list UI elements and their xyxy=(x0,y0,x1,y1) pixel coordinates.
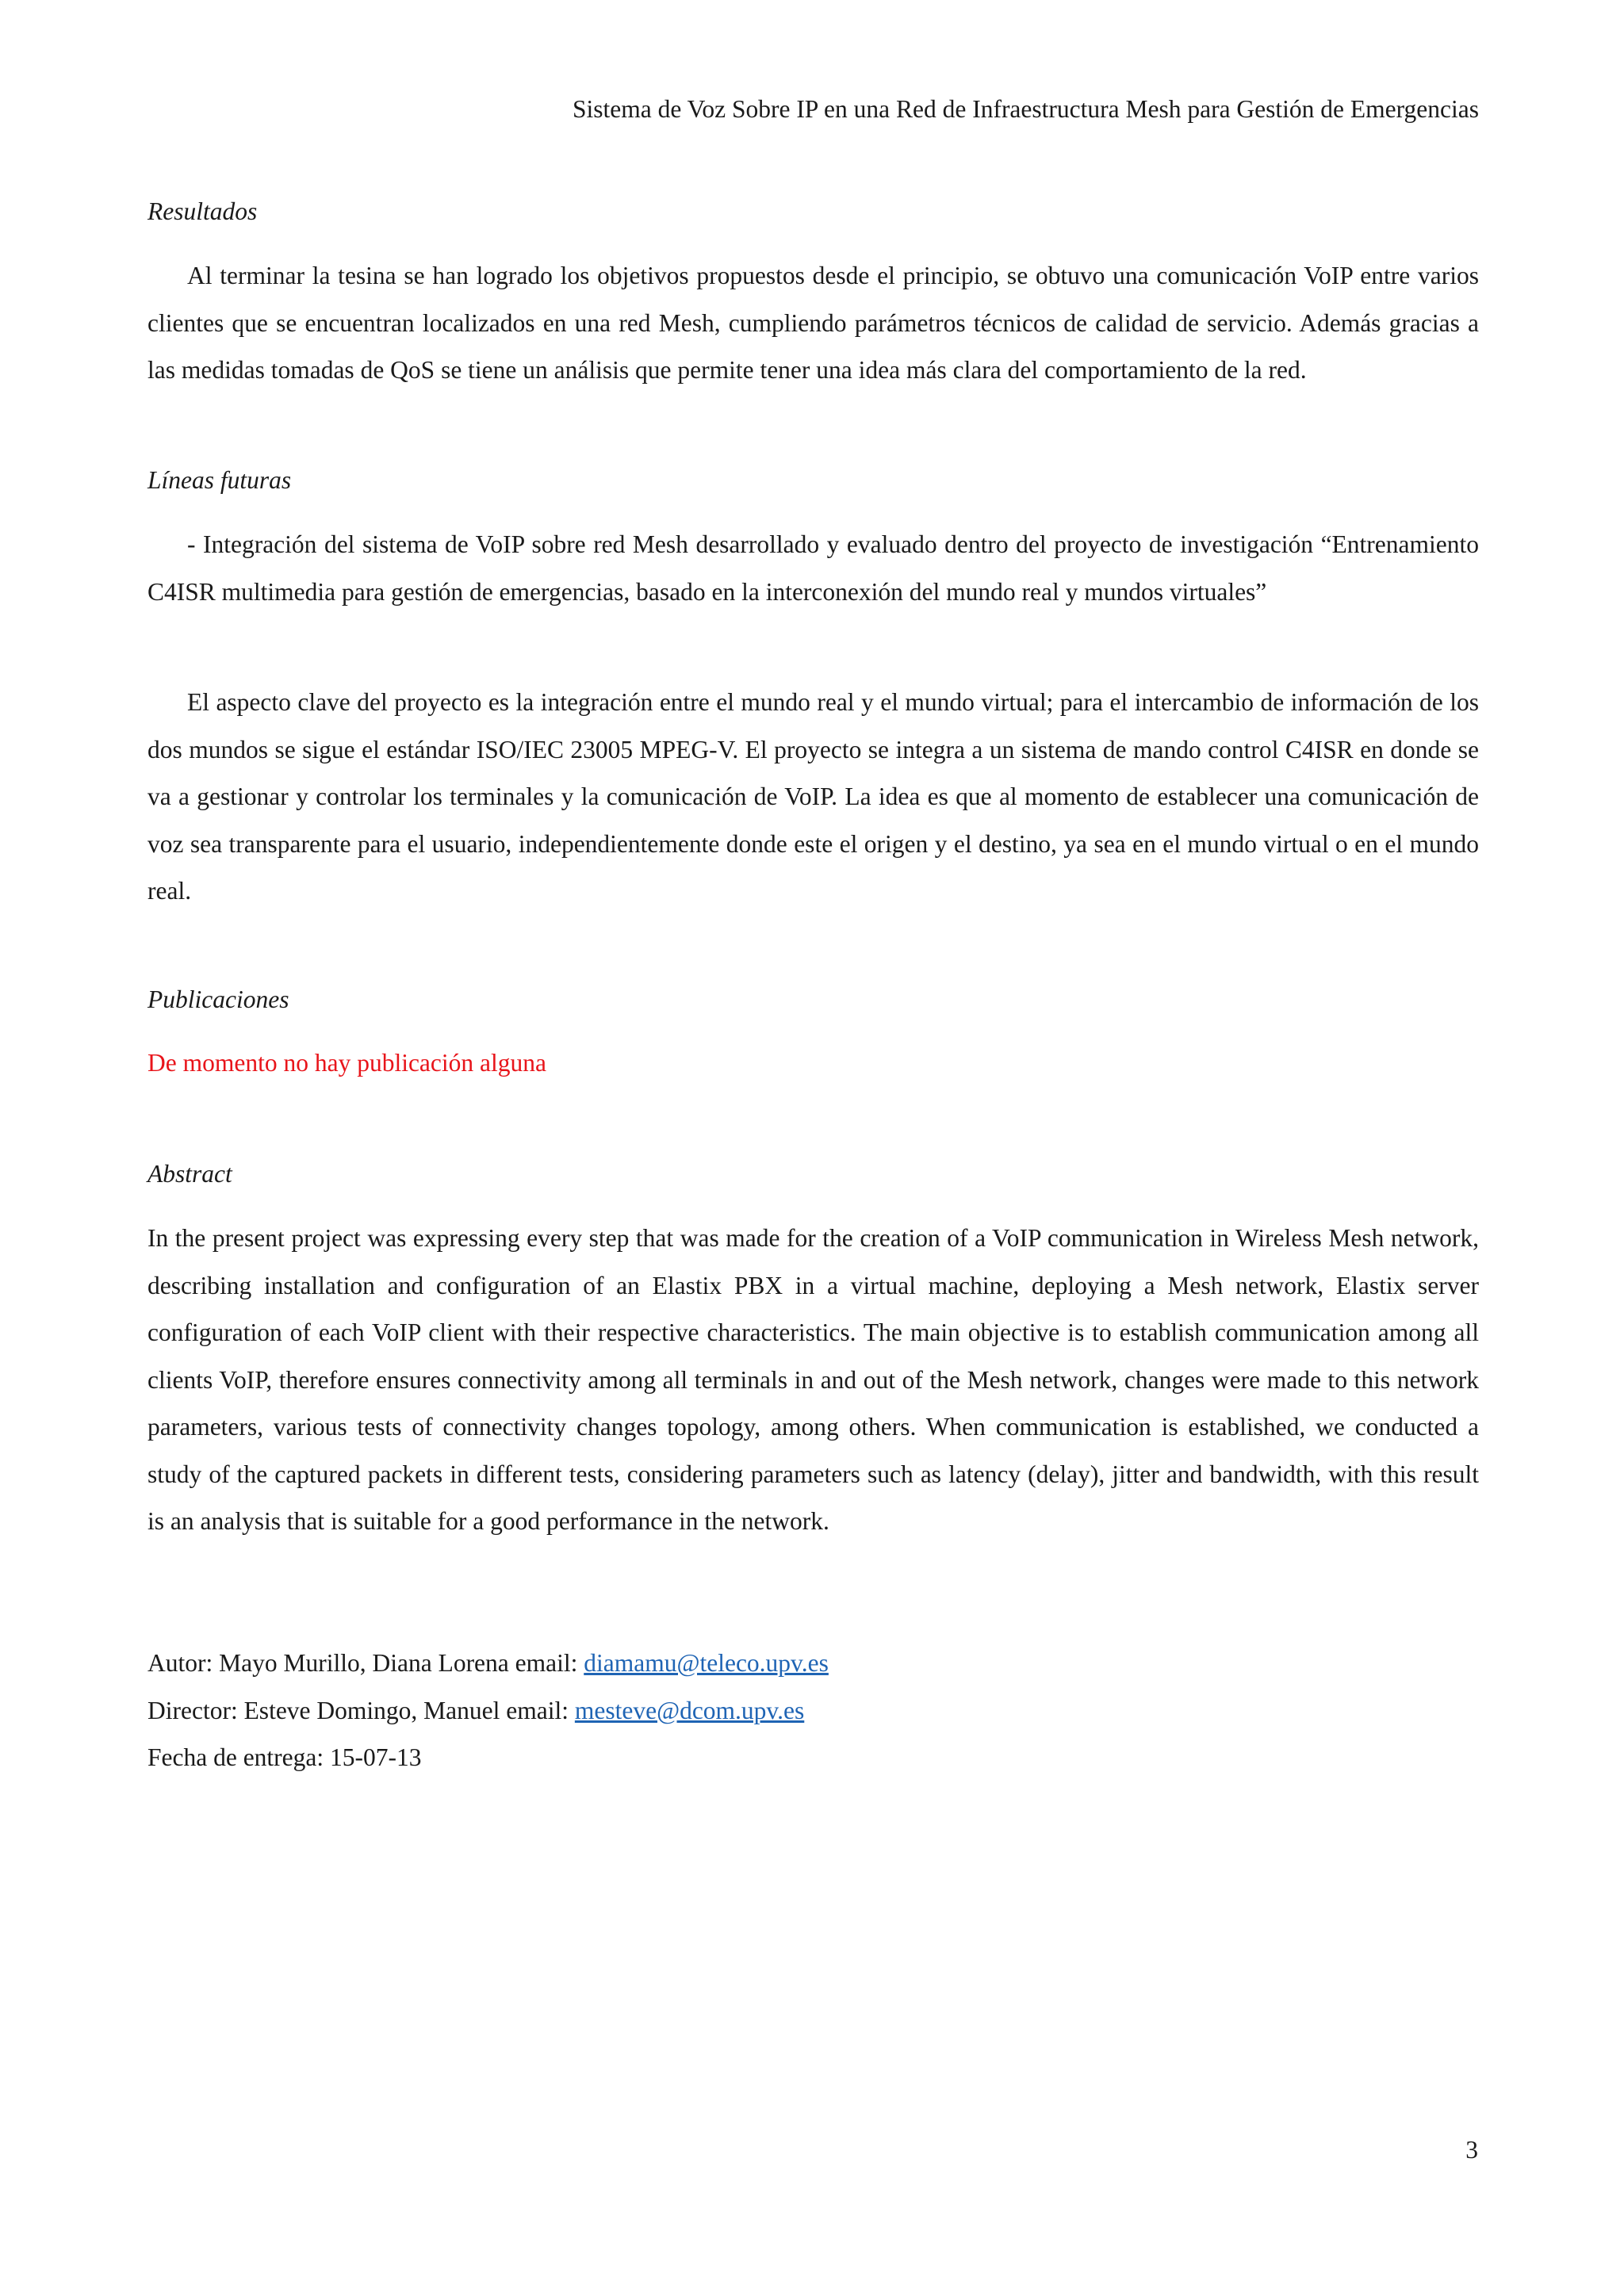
section-lineas-futuras xyxy=(147,465,1479,496)
author-label: Autor: Mayo Murillo, Diana Lorena email: xyxy=(147,1649,584,1677)
document-metadata xyxy=(147,1640,1479,1781)
author-email-link[interactable]: diamamu@teleco.upv.es xyxy=(584,1649,829,1677)
section-heading-publicaciones: Publicaciones xyxy=(147,985,289,1013)
running-header: Sistema de Voz Sobre IP en una Red de Infraestructura Mesh para Gestión de Emergencias xyxy=(573,95,1479,123)
lineas-futuras-body xyxy=(147,679,1479,915)
director-email-link[interactable]: mesteve@dcom.upv.es xyxy=(574,1696,805,1724)
section-heading-abstract: Abstract xyxy=(147,1160,232,1188)
director-label: Director: Esteve Domingo, Manuel email: xyxy=(147,1696,575,1724)
abstract-paragraph: In the present project was expressing every step that was made for the creation of a VoIP communication in Wireless Mesh network, describing installation and configuration of an Elastix PBX in a virtual machine, deploying a Mesh network, Elastix server configuration of each VoIP client with their respective characteristics. The main objective is to establish communication among all clients VoIP, therefore ensures connectivity among all terminals in and out of the Mesh network, changes were made to this network parameters, various tests of connectivity changes topology, among others. When communication is established, we conducted a study of the captured packets in different tests, considering parameters such as latency (delay), jitter and bandwidth, with this result is an analysis that is suitable for a good performance in the network. xyxy=(147,1224,1479,1535)
abstract-body xyxy=(147,1215,1479,1545)
publicaciones-body xyxy=(147,1047,1479,1079)
lineas-futuras-item xyxy=(147,521,1479,615)
lineas-futuras-list-item: - Integración del sistema de VoIP sobre red Mesh desarrollado y evaluado dentro del proyecto de investigación “Entrenamiento C4ISR multimedia para gestión de emergencias, basado en la interconexión del mundo real y mundos virtuales” xyxy=(147,530,1479,606)
section-abstract xyxy=(147,1158,1479,1190)
lineas-futuras-paragraph: El aspecto clave del proyecto es la integración entre el mundo real y el mundo virtual; para el intercambio de información de los dos mundos se sigue el estándar ISO/IEC 23005 MPEG-V. El proyecto se integra a un sistema de mando control C4ISR en donde se va a gestionar y controlar los terminales y la comunicación de VoIP. La idea es que al momento de establecer una comunicación de voz sea transparente para el usuario, independientemente donde este el origen y el destino, ya sea en el mundo virtual o en el mundo real. xyxy=(147,688,1479,905)
page-number: 3 xyxy=(1465,2136,1478,2164)
resultados-paragraph: Al terminar la tesina se han logrado los objetivos propuestos desde el principio, se obtuvo una comunicación VoIP entre varios clientes que se encuentran localizados en una red Mesh, cumpliendo parámetros técnicos de calidad de servicio. Además gracias a las medidas tomadas de QoS se tiene un análisis que permite tener una idea más clara del comportamiento de la red. xyxy=(147,262,1479,384)
delivery-date: Fecha de entrega: 15-07-13 xyxy=(147,1743,422,1771)
author-line xyxy=(147,1640,1479,1687)
section-resultados xyxy=(147,196,1479,228)
section-heading-resultados: Resultados xyxy=(147,197,258,225)
director-line xyxy=(147,1687,1479,1735)
section-publicaciones xyxy=(147,984,1479,1016)
resultados-body xyxy=(147,252,1479,394)
publicaciones-note: De momento no hay publicación alguna xyxy=(147,1049,546,1077)
section-heading-lineas-futuras: Líneas futuras xyxy=(147,466,292,494)
